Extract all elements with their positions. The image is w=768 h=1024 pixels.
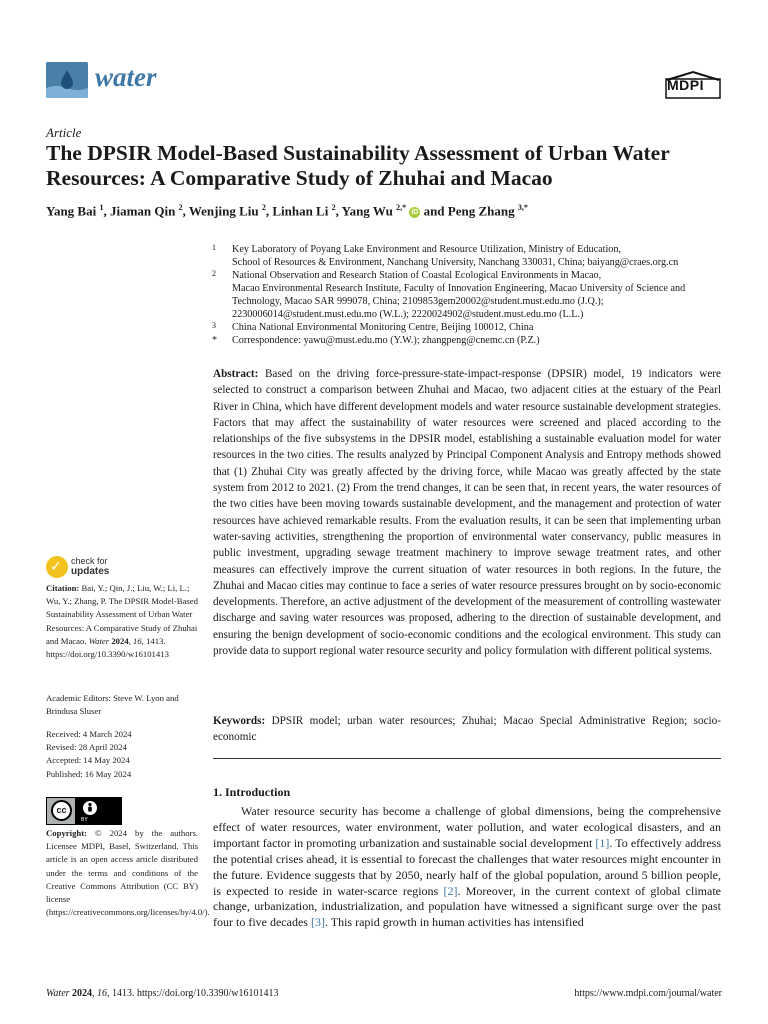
reference-link[interactable]: [2] bbox=[443, 883, 458, 898]
affiliation-line: National Observation and Research Station of Coastal Ecological Environments in Macao, bbox=[232, 270, 602, 281]
reference-link[interactable]: [3] bbox=[310, 915, 325, 930]
author-affiliation-marker: 2 bbox=[331, 203, 336, 212]
journal-logo-icon bbox=[46, 62, 88, 98]
check-for-label: check for bbox=[71, 556, 108, 566]
citation-text: Bai, Y.; Qin, J.; Liu, W.; Li, L.; Wu, Y.; Zhang, P. The DPSIR Model-Based Sustainability Assessment of Urban Water Resources: A Comparative Study of Zhuhai and Macao. bbox=[46, 583, 198, 646]
author-name: Jiaman Qin bbox=[109, 203, 176, 219]
section-divider bbox=[213, 758, 721, 759]
article-title: The DPSIR Model-Based Sustainability Assessment of Urban Water Resources: A Comparative Study of Zhuhai and Macao bbox=[46, 141, 670, 190]
footer-volume: 16 bbox=[97, 988, 108, 999]
citation-doi[interactable]: , 1413. https://doi.org/10.3390/w16101413 bbox=[46, 635, 169, 660]
introduction-text: . Moreover, in the current context of global climate change, urbanization, industrialization, and population have witnessed a significant surge over the past four to five decades bbox=[213, 883, 721, 930]
author-separator: , bbox=[335, 203, 342, 219]
date-line: Revised: 28 April 2024 bbox=[46, 742, 127, 753]
cc-by-license-badge[interactable] bbox=[46, 797, 122, 825]
affiliation-item bbox=[212, 334, 727, 347]
section-heading-introduction: 1. Introduction bbox=[213, 785, 291, 799]
abstract-label: Abstract: bbox=[213, 368, 259, 380]
introduction-text: . To effectively address the potential crises ahead, it is essential to forecast the challenges that water resources might encounter in the future. Evidence suggests that by 2050, nearly half of the global population, around 5 billion people, is expected to reside in water-scarce regions bbox=[213, 835, 721, 898]
citation-label: Citation: bbox=[46, 583, 80, 593]
author-name: Peng Zhang bbox=[447, 203, 515, 219]
author-separator: and bbox=[420, 203, 448, 219]
author-name: Linhan Li bbox=[272, 203, 329, 219]
author-affiliation-marker: 2,* bbox=[396, 203, 407, 212]
copyright-label: Copyright: bbox=[46, 828, 88, 838]
introduction-paragraph bbox=[213, 804, 721, 931]
check-for-updates-button[interactable] bbox=[46, 556, 136, 580]
footer-doi[interactable]: , 1413. https://doi.org/10.3390/w16101413 bbox=[107, 988, 279, 999]
journal-name: water bbox=[95, 62, 157, 92]
citation-volume: 16 bbox=[133, 635, 142, 646]
author-separator: , bbox=[265, 203, 273, 219]
introduction-text: . This rapid growth in human activities has intensified bbox=[324, 915, 584, 930]
affiliation-number: 2 bbox=[212, 269, 216, 278]
affiliation-item bbox=[212, 269, 727, 321]
date-line: Published: 16 May 2024 bbox=[46, 768, 132, 779]
author-separator: , bbox=[103, 203, 110, 219]
affiliation-line: Correspondence: yawu@must.edu.mo (Y.W.); zhangpeng@cnemc.cn (P.Z.) bbox=[232, 335, 540, 346]
affiliation-line: Technology, Macao SAR 999078, China; 2109853gem20002@student.must.edu.mo (J.Q.); bbox=[232, 296, 604, 307]
keywords-label: Keywords: bbox=[213, 715, 266, 727]
footer-year: 2024 bbox=[72, 988, 93, 999]
citation-journal: Water bbox=[88, 635, 110, 646]
author-affiliation-marker: 2 bbox=[261, 203, 266, 212]
author-name: Yang Wu bbox=[341, 203, 393, 219]
orcid-icon[interactable]: iD bbox=[411, 209, 419, 217]
publication-dates bbox=[46, 728, 198, 781]
author-name: Wenjing Liu bbox=[188, 203, 259, 219]
abstract bbox=[213, 366, 721, 659]
author-list bbox=[46, 203, 726, 219]
footer-journal-url[interactable]: https://www.mdpi.com/journal/water bbox=[574, 988, 722, 999]
check-icon: ✓ bbox=[46, 556, 68, 578]
affiliation-line: School of Resources & Environment, Nanchang University, Nanchang 330031, China; baiyang@craes.org.cn bbox=[232, 257, 679, 268]
date-line: Accepted: 14 May 2024 bbox=[46, 755, 130, 766]
footer-citation: Water 2024, 16, 1413. https://doi.org/10.3390/w16101413 bbox=[46, 988, 279, 999]
copyright-text: © 2024 by the authors. Licensee MDPI, Basel, Switzerland. This article is an open access article distributed under the terms and conditions of the Creative Commons Attribution (CC BY) license (https://creativecommons.org/licenses/by/4.0/). bbox=[46, 828, 210, 918]
affiliation-line: China National Environmental Monitoring Centre, Beijing 100012, China bbox=[232, 322, 534, 333]
copyright-block bbox=[46, 827, 210, 919]
publisher-logo bbox=[665, 70, 721, 100]
author-affiliation-marker: 3,* bbox=[517, 203, 528, 212]
affiliations bbox=[212, 243, 727, 347]
cc-by-label: BY bbox=[81, 817, 88, 823]
keywords bbox=[213, 713, 721, 746]
abstract-text: Based on the driving force-pressure-state-impact-response (DPSIR) model, 19 indicators were selected to construct a comparison between Zhuhai and Macao, two adjacent cities at the estuary of the Pearl River in China, which have different development models and water resource sustainable development strategies. Factors that may affect the sustainability of water resources were screened and placed according to the relationships of the five subsystems in the DPSIR model, establishing a sustainable evaluation model for water resources in the two cities. The results analyzed by Principal Component Analysis and Entropy methods showed that (1) Zhuhai City was greatly affected by the driving force, while Macao was greatly affected by the state system from 2012 to 2021. (2) From the trend changes, it can be seen that, in recent years, the water resources of the two cities have been moving towards sustainable development, and the management and protection of water resources have achieved remarkable results. From the evaluation results, it can be seen that implementing urban water-saving activities, strengthening the proportion of environmental water conservancy, public measures in public investment, upgrading sewage treatment machinery to improve sewage treatment rates, and other measures can effectively improve the current situation of water resources in both regions. In the future, the Zhuhai and Macao cities may continue to face a series of water resource pressures brought on by socio-economic developments. Therefore, an active adjustment of the development of the measurement of controlling wastewater discharge and saving water resources was proposed, adhering to the direction of sustainable development, and ensuring the benign development of socio-economic conditions and the ecological environment. This study can provide data to support regional water resource security and policy formulation with different political systems. bbox=[213, 368, 721, 658]
affiliation-item bbox=[212, 321, 727, 334]
academic-editors: Academic Editors: Steve W. Lyon and Brindusa Sluser bbox=[46, 693, 179, 717]
author-affiliation-marker: 2 bbox=[178, 203, 183, 212]
affiliation-number: * bbox=[212, 335, 217, 346]
introduction-text: Water resource security has become a challenge of global dimensions, being the comprehensive effect of water resources, water environment, water pollution, and water ecological disasters, and an important factor in promoting urbanization and sustainable social development bbox=[213, 804, 721, 850]
reference-link[interactable]: [1] bbox=[595, 835, 610, 850]
author-name: Yang Bai bbox=[46, 203, 97, 219]
keywords-text: DPSIR model; urban water resources; Zhuhai; Macao Special Administrative Region; socio-economic bbox=[213, 715, 721, 744]
affiliation-number: 3 bbox=[212, 321, 216, 330]
date-line: Received: 4 March 2024 bbox=[46, 729, 132, 739]
citation-block: Citation: Bai, Y.; Qin, J.; Liu, W.; Li, L.; Wu, Y.; Zhang, P. The DPSIR Model-Based Sustainability Assessment of Urban Water Resources: A Comparative Study of Zhuhai and Macao. Water 2024, 16, 1413. https://doi.org/10.3390/w16101413 bbox=[46, 583, 198, 660]
publisher-name: MDPI bbox=[667, 77, 704, 93]
affiliation-item bbox=[212, 243, 727, 269]
footer-journal: Water bbox=[46, 988, 70, 999]
affiliation-line: 2230006014@student.must.edu.mo (W.L.); 2220024902@student.must.edu.mo (L.L.) bbox=[232, 309, 584, 320]
affiliation-line: Macao Environmental Research Institute, Faculty of Innovation Engineering, Macao University of Science and bbox=[232, 283, 686, 294]
author-separator: , bbox=[182, 203, 189, 219]
author-affiliation-marker: 1 bbox=[99, 203, 104, 212]
affiliation-number: 1 bbox=[212, 243, 216, 252]
cc-icon: cc bbox=[51, 800, 72, 821]
person-icon bbox=[81, 799, 99, 817]
citation-year: 2024 bbox=[111, 635, 129, 646]
article-type: Article bbox=[46, 125, 82, 140]
affiliation-line: Key Laboratory of Poyang Lake Environment and Resource Utilization, Ministry of Education, bbox=[232, 244, 622, 255]
updates-label: updates bbox=[71, 566, 110, 577]
